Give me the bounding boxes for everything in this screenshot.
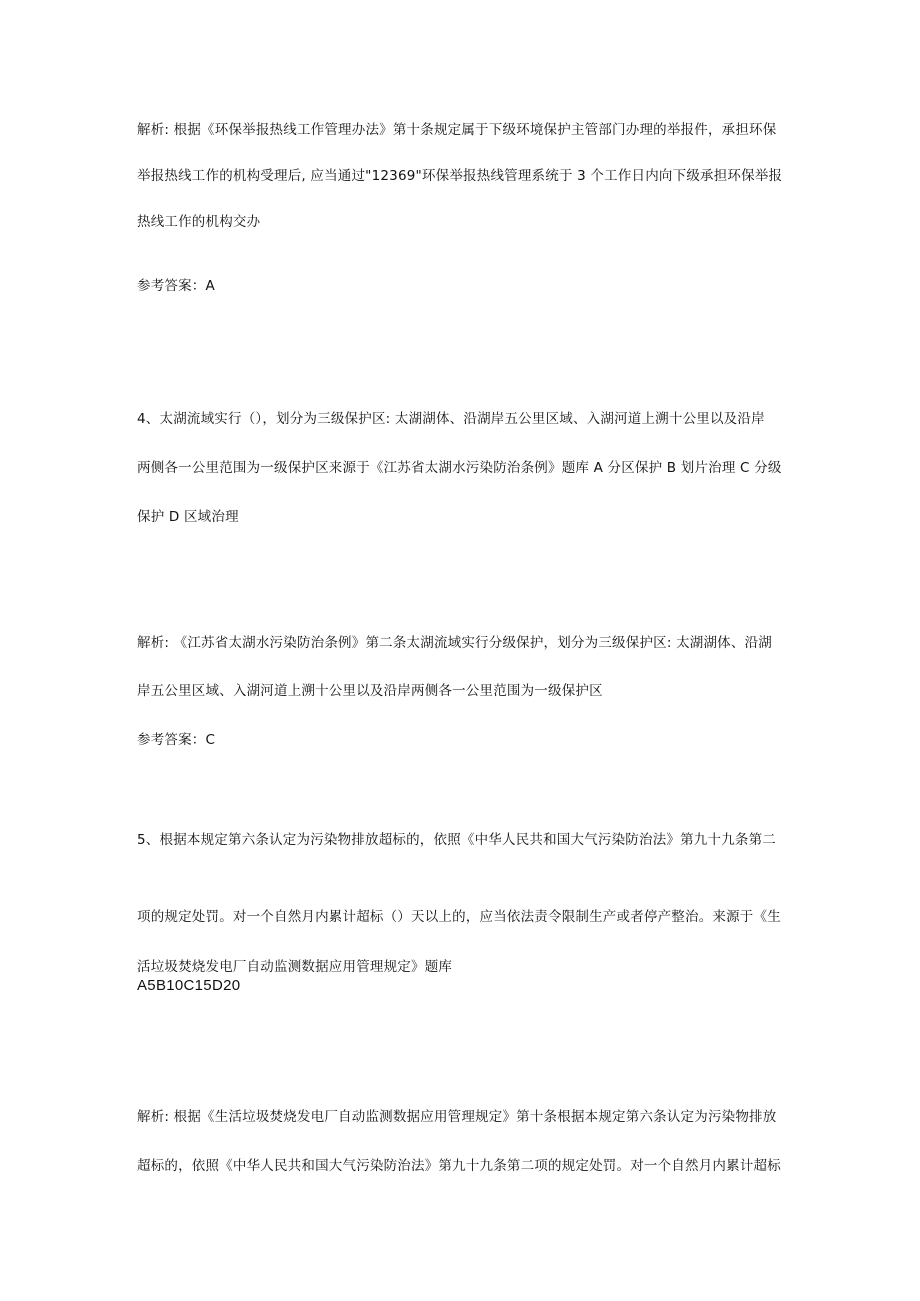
question-line: 5、根据本规定第六条认定为污染物排放超标的，依照《中华人民共和国大气污染防治法》第九十九条第二: [137, 832, 776, 848]
reference-answer: 参考答案：A: [137, 278, 215, 294]
question-line: 两侧各一公里范围为一级保护区来源于《江苏省太湖水污染防治条例》题库 A 分区保护 B 划片治理 C 分级: [137, 460, 782, 476]
question-line: 活垃圾焚烧发电厂自动监测数据应用管理规定》题库: [137, 959, 453, 975]
explanation-line: 解析: 根据《环保举报热线工作管理办法》第十条规定属于下级环境保护主管部门办理的举报件，承担环保: [137, 122, 777, 138]
explanation-line: 岸五公里区域、入湖河道上溯十公里以及沿岸两侧各一公里范围为一级保护区: [137, 683, 603, 699]
question-line: 4、太湖流域实行（），划分为三级保护区: 太湖湖体、沿湖岸五公里区域、入湖河道上溯十公里以及沿岸: [137, 411, 765, 427]
reference-answer: 参考答案：C: [137, 732, 216, 748]
explanation-line: 超标的，依照《中华人民共和国大气污染防治法》第九十九条第二项的规定处罚。对一个自然月内累计超标: [137, 1158, 781, 1174]
explanation-line: 解析: 《江苏省太湖水污染防治条例》第二条太湖流域实行分级保护，划分为三级保护区: 太湖湖体、沿湖: [137, 635, 772, 651]
explanation-line: 举报热线工作的机构受理后, 应当通过"12369"环保举报热线管理系统于 3 个工作日内向下级承担环保举报: [137, 168, 783, 184]
question-line: 保护 D 区域治理: [137, 509, 239, 525]
answer-options: A5B10C15D20: [137, 977, 241, 994]
explanation-line: 解析: 根据《生活垃圾焚烧发电厂自动监测数据应用管理规定》第十条根据本规定第六条认定为污染物排放: [137, 1109, 777, 1125]
question-line: 项的规定处罚。对一个自然月内累计超标（）天以上的，应当依法责令限制生产或者停产整治。来源于《生: [137, 909, 781, 925]
explanation-line: 热线工作的机构交办: [137, 214, 261, 230]
